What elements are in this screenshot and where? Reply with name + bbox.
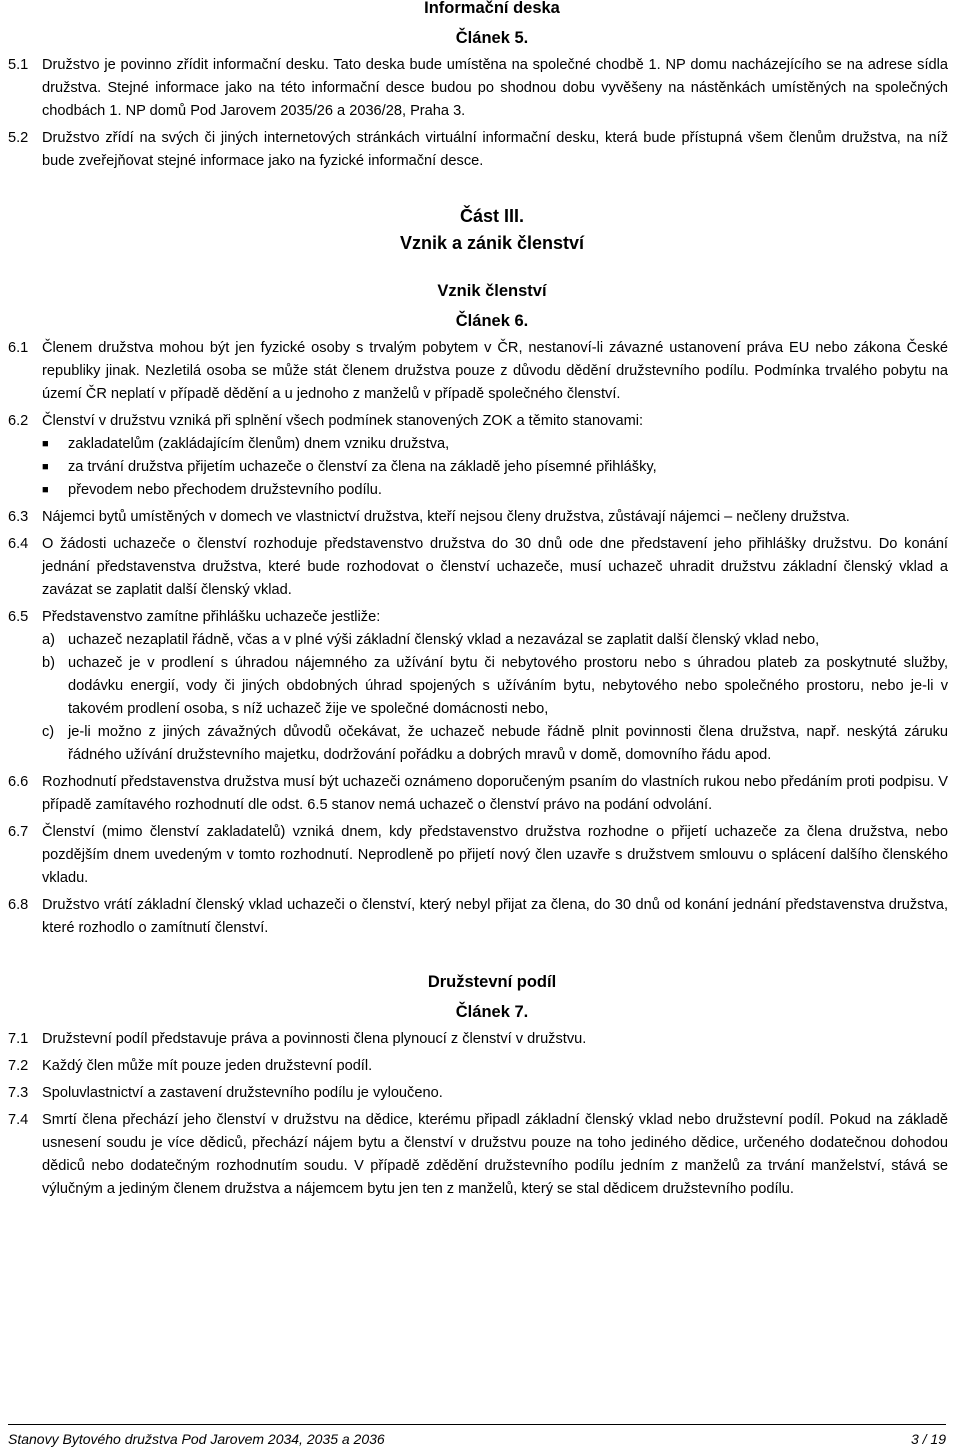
square-bullet-icon: ■: [42, 484, 49, 496]
bullet-item: [42, 479, 948, 502]
list-text: uchazeč je v prodlení s úhradou nájemného za užívání bytu či nebytového prostoru nebo s úhradou plateb za poskytnuté služby, dodávku energií, vody či jiných obdobných úhrad spojených s užíváním bytu, nebytového nebo společného prostoru, nebo je-li v takovém prodlení osoba, s níž uchazeč žije ve společné domácnosti nebo,: [68, 655, 948, 717]
paragraph-text: Členství (mimo členství zakladatelů) vzniká dnem, kdy představenstvo družstva rozhodne o přijetí uchazeče za člena družstva, nebo pozdějším dnem uvedeným v tomto rozhodnutí. Neprodleně po přijetí nový člen uzavře s družstvem smlouvu o splácení dalšího členského vkladu.: [42, 824, 948, 886]
list-item: [42, 721, 948, 767]
bullet-text: za trvání družstva přijetím uchazeče o členství za člena na základě jeho písemné přihlášky,: [68, 459, 657, 475]
section-title-informacni-deska: Informační deska: [424, 0, 560, 17]
section-title-druzstevni-podil: Družstevní podíl: [427, 973, 557, 991]
paragraph-6-8: [8, 894, 948, 940]
paragraph-number: 5.2: [8, 130, 29, 146]
paragraph-7-2: [8, 1055, 948, 1078]
paragraph-text: Členem družstva mohou být jen fyzické osoby s trvalým pobytem v ČR, nestanoví-li závazné ustanovení práva EU nebo zákona České republiky jinak. Nezletilá osoba se může stát členem družstva pouze z důvodu dědění družstevního podílu. Podmínka trvalého pobytu na území ČR neplatí v případě dědění a u jednoho z manželů v případě společného členství.: [42, 340, 948, 402]
article-5-heading: Článek 5.: [455, 29, 529, 47]
paragraph-number: 6.1: [8, 340, 29, 356]
bullet-text: zakladatelům (zakládajícím členům) dnem vzniku družstva,: [68, 436, 450, 452]
paragraph-6-7: [8, 821, 948, 890]
list-letter: b): [42, 655, 55, 671]
paragraph-6-6: [8, 771, 948, 817]
list-letter: a): [42, 632, 55, 648]
page-number: 3 / 19: [910, 1431, 946, 1447]
paragraph-text: O žádosti uchazeče o členství rozhoduje představenstvo družstva do 30 dnů ode dne představení jeho přihlášky družstvu. Do konání jednání představenstva družstva, které bude rozhodovat o členství uchazeče, musí uchazeč uhradit družstvu základní členský vklad a zavázat se zaplatit další členský vklad.: [42, 536, 948, 598]
paragraph-7-1: [8, 1028, 948, 1051]
paragraph-number: 7.1: [8, 1031, 29, 1047]
paragraph-7-4: [8, 1109, 948, 1201]
paragraph-text: Nájemci bytů umístěných v domech ve vlastnictví družstva, kteří nejsou členy družstva, zůstávají nájemci – nečleny družstva.: [42, 509, 850, 525]
paragraph-text: Představenstvo zamítne přihlášku uchazeče jestliže:: [42, 609, 381, 625]
paragraph-text: Družstvo je povinno zřídit informační desku. Tato deska bude umístěna na společné chodbě 1. NP domu nacházejícího se na adrese sídla družstva. Stejné informace jako na této informační desce budou po shodnou dobu vyvěšeny na nástěnkách umístěných na společných chodbách 1. NP domů Pod Jarovem 2035/26 a 2036/28, Praha 3.: [42, 57, 948, 119]
paragraph-number: 6.7: [8, 824, 29, 840]
paragraph-6-4: [8, 533, 948, 602]
paragraph-text: Družstvo vrátí základní členský vklad uchazeči o členství, který nebyl přijat za člena, do 30 dnů od konání jednání představenstva družstva, které rozhodlo o zamítnutí členství.: [42, 897, 948, 936]
paragraph-number: 7.4: [8, 1112, 29, 1128]
paragraph-7-3: [8, 1082, 948, 1105]
bullet-text: převodem nebo přechodem družstevního podílu.: [68, 482, 382, 498]
paragraph-number: 7.3: [8, 1085, 29, 1101]
paragraph-number: 6.5: [8, 609, 29, 625]
paragraph-5-1: [8, 54, 948, 123]
page-footer: [8, 1424, 946, 1451]
paragraph-text: Družstevní podíl představuje práva a povinnosti člena plynoucí z členství v družstvu.: [42, 1031, 587, 1047]
bullet-item: [42, 433, 948, 456]
list-letter: c): [42, 724, 55, 740]
paragraph-text: Smrtí člena přechází jeho členství v družstvu na dědice, kterému připadl základní členský vklad nebo družstevní podíl. Pokud na základě usnesení soudu je více dědiců, přechází nájem bytu a členství v družstvu pouze na toho jediného dědice, určeného dodatečnou dohodou dědiců nebo dodatečným rozhodnutím soudu. V případě zdědění družstevního podílu jedním z manželů za trvání manželství, stává se výlučným a jediným členem družstva a nájemcem bytu jen ten z manželů, který se stal dědicem družstevního podílu.: [42, 1112, 948, 1197]
article-6-heading: Článek 6.: [455, 312, 529, 330]
part-3-heading: Část III.: [459, 206, 525, 226]
list-text: uchazeč nezaplatil řádně, včas a v plné výši základní členský vklad a nezavázal se zaplatit další členský vklad nebo,: [68, 632, 820, 648]
square-bullet-icon: ■: [42, 438, 49, 450]
section-title-vznik-clenstvi: Vznik členství: [437, 282, 547, 300]
paragraph-text: Družstvo zřídí na svých či jiných internetových stránkách virtuální informační desku, která bude přístupná všem členům družstva, na níž bude zveřejňovat stejné informace jako na fyzické informační desce.: [42, 130, 948, 169]
square-bullet-icon: ■: [42, 461, 49, 473]
bullet-item: [42, 456, 948, 479]
footer-document-title: Stanovy Bytového družstva Pod Jarovem 2034, 2035 a 2036: [8, 1431, 385, 1447]
paragraph-number: 6.4: [8, 536, 29, 552]
paragraph-6-2: [8, 410, 948, 502]
paragraph-number: 6.6: [8, 774, 29, 790]
article-7-heading: Článek 7.: [455, 1003, 529, 1021]
paragraph-number: 6.8: [8, 897, 29, 913]
paragraph-6-3: [8, 506, 948, 529]
paragraph-text: Každý člen může mít pouze jeden družstevní podíl.: [42, 1058, 373, 1074]
paragraph-text: Rozhodnutí představenstva družstva musí být uchazeči oznámeno doporučeným psaním do vlastních rukou nebo předáním proti podpisu. V případě zamítavého rozhodnutí dle odst. 6.5 stanov nemá uchazeč o členství právo na podání odvolání.: [42, 774, 948, 813]
part-3-title: Vznik a zánik členství: [399, 233, 585, 253]
paragraph-text: Členství v družstvu vzniká při splnění všech podmínek stanovených ZOK a těmito stanovami:: [42, 413, 644, 429]
list-item: [42, 629, 948, 652]
paragraph-6-1: [8, 337, 948, 406]
list-text: je-li možno z jiných závažných důvodů očekávat, že uchazeč nebude řádně plnit povinnosti člena družstva, např. neskýtá záruku řádného užívání družstevního majetku, dodržování pořádku a dobrých mravů v domě, domovního řádu apod.: [68, 724, 948, 763]
paragraph-number: 5.1: [8, 57, 29, 73]
paragraph-5-2: [8, 127, 948, 173]
paragraph-6-5: [8, 606, 948, 767]
paragraph-number: 7.2: [8, 1058, 29, 1074]
paragraph-number: 6.3: [8, 509, 29, 525]
paragraph-text: Spoluvlastnictví a zastavení družstevního podílu je vyloučeno.: [42, 1085, 443, 1101]
list-item: [42, 652, 948, 721]
paragraph-number: 6.2: [8, 413, 29, 429]
